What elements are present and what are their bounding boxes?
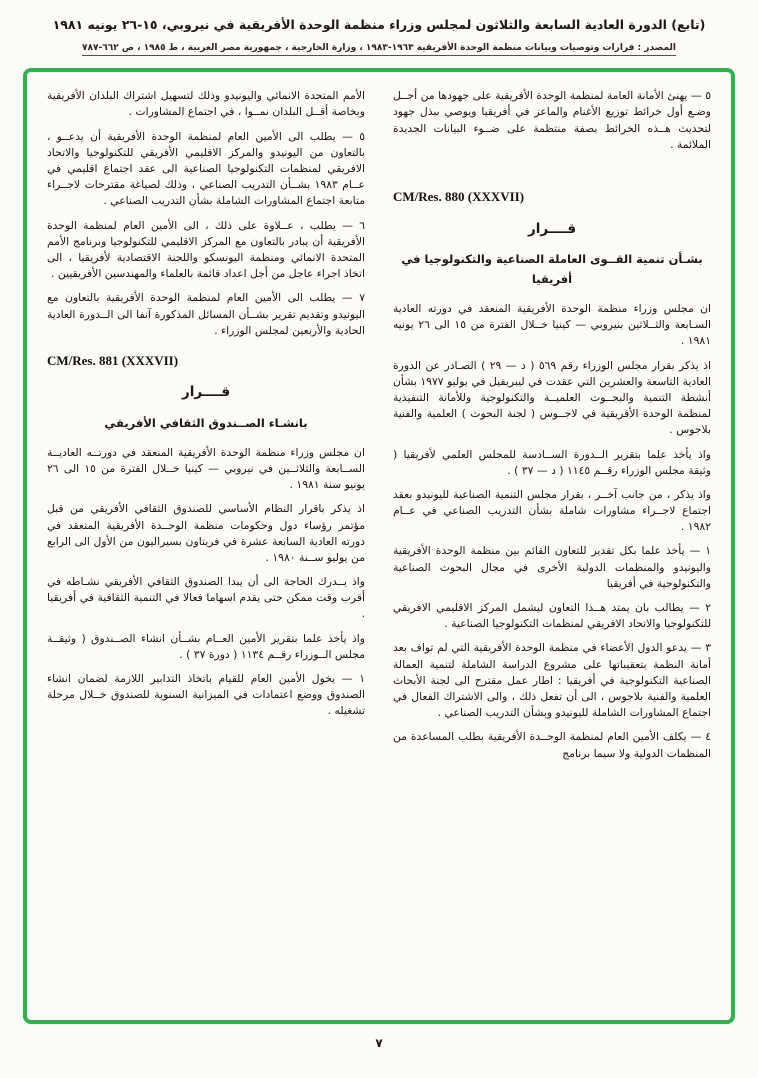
paragraph: واذ يأخذ علما بتقرير الــدورة الســادسة للمجلس العلمي لأفريقيا ( وثيقة مجلس الوزراء رقــم ١١٤٥ ( د — ٣٧ ) . [393, 447, 711, 477]
paragraph: واذ يــدرك الحاجة الى أن يبدا الصندوق الثقافي الأفريقي نشـاطه في أقرب وقت ممكن حتى يقدم اسهاما فعالا في التنمية الثقافية في أفريقيا . [47, 575, 365, 621]
resolution-number: CM/Res. 880 (XXXVII) [393, 189, 525, 204]
page-number: ٧ [375, 1036, 383, 1051]
resolution-subject: بانشـاء الصــندوق الثقافي الأفريقي [104, 415, 308, 430]
paragraph: ان مجلس وزراء منظمة الوحدة الأفريقية المنعقد في دورتــه العاديــة الســابعة والثلاثــين في نيروبي — كينيا خــلال الفترة من ١٥ الى ٢٦ يونيو سنة ١٩٨١ . [47, 445, 365, 492]
column-right [393, 88, 711, 1010]
paragraph: اذ يذكر باقرار النظام الأساسي للصندوق الثقافي الأفريقي من قبل مؤتمر رؤساء دول وحكومات منظمة الوحــدة الأفريقية المنعقد في دورته العادية السابعة عشرة في فريتاون بسيراليون من الأول الى الرابع من يوليو ســنة ١٩٨٠ . [47, 502, 365, 564]
paragraph: ٦ — يطلب ، عــلاوة على ذلك ، الى الأمين العام لمنظمة الوحدة الأفريقية أن يبادر بالتعاون مع المركز الاقليمي للتكنولوجيا وبرنامج الأمم المتحدة الانمائي ومنظمة اليونسكو واللجنة الاقتصادية لأفريقيا ، الى اتخاذ اجراء عاجل من أجل اعداد قائمة بالعلماء والمهندسين الأفريقيين . [47, 218, 365, 281]
paragraph: الأمم المتحدة الانمائي واليونيدو وذلك لتسهيل اشتراك البلدان الأفريقية وبخاصة أقــل البلدان نمــوا ، في اجتماع المشاورات . [47, 89, 365, 119]
page-footer [14, 1032, 744, 1051]
paragraph: ٢ — يطالب بان يمتد هــذا التعاون ليشمل المركز الاقليمي الافريقي للتكنولوجيا والاتحاد الافريقي لمنظمات التكنولوجيا الصناعية . [393, 601, 711, 631]
resolution-number: CM/Res. 881 (XXXVII) [47, 352, 179, 368]
column-left [47, 88, 365, 1010]
paragraph: ٥ — يطلب الى الأمين العام لمنظمة الوحدة الأفريقية أن يدعــو ، بالتعاون من اليونيدو والمركز الاقليمي الأفريقي للتكنولوجيا والاتحاد الافريقي لمنظمات التكنولوجيا الصناعية الى عقد اجتماع اقليمي في عــام ١٩٨٣ بشــأن التدريب الصناعي ، وذلك لصياغة مقترحات لاجــراء متابعة اجتماع المشاورات الشاملة بشأن التدريب الصناعي . [47, 129, 365, 208]
paragraph: ٧ — يطلب الى الأمين العام لمنظمة الوحدة الأفريقية بالتعاون مع اليونيدو وتقديم تقرير بشــأن المسائل المذكورة آنفا الى الــدورة العادية الحادية والأربعين لمجلس الوزراء . [47, 291, 365, 337]
paragraph: ١ — يخول الأمين العام للقيام باتخاذ التدابير اللازمة لضمان انشاء الصندوق ووضع اعتمادات في الميزانية السنوية للصندوق خــلال مرحلة تشغيله . [47, 672, 365, 718]
highlight-frame [23, 68, 735, 1024]
resolution-subject: بشـأن تنمية القــوى العاملة الصناعية والتكنولوجيا في أفريقيا [401, 251, 703, 286]
paragraph: اذ يذكر بقرار مجلس الوزراء رقم ٥٦٩ ( د — ٢٩ ) الصـادر عن الدورة العادية التاسعة والعشرين التي عقدت في ليبريفيل في يوليو ١٩٧٧ بشأن أنشطة التنمية والبحــوث العلميــة والتكنولوجية وللأمانة التنفيذية لمنظمة الوحدة الأفريقية في لاجــوس ( لجنة البحوث ) العلمية والفنية بلاجوس . [393, 358, 711, 437]
paragraph: واذ يذكر ، من جانب آخــر ، بقرار مجلس التنمية الصناعية لليونيدو بعقد اجتماع لاجــراء مشاورات شاملة بشأن التدريب الصناعي في عــام ١٩٨٢ . [393, 487, 711, 534]
paragraph: ١ — يأخذ علما بكل تقدير للتعاون القائم بين منظمة الوحدة الأفريقية واليونيدو والمنظمات الدولية الأخرى في مجال البحوث الصناعية والتكنولوجية في أفريقيا [393, 544, 711, 590]
resolution-title: قــــرار [527, 220, 577, 237]
document-source-citation: المصدر : قرارات وتوصيات وبيانات منظمة الوحدة الأفريقية ١٩٦٣-١٩٨٣ ، وزارة الخارجية ، جمهورية مصر العربية ، ط ١٩٨٥ ، ص ٦٦٢-٧٨٧ [82, 43, 676, 56]
paragraph: ٣ — يدعو الدول الأعضاء في منظمة الوحدة الأفريقية التي لم تواف بعد أمانة النظمة بتعقيباتها على مشروع الدراسة الشاملة لتنمية العمالة الصناعية التكنولوجية في أفريقيا : اطار عمل مقترح الى لجنة الأبحاث العلمية والفنية بلاجوس ، الى أن تفعل ذلك ، والى الاشتراك الفعال في اجتماع المشاورات الشاملة لليونيدو وبشأن التدريب الصناعي . [393, 641, 711, 720]
text-columns [47, 88, 711, 1010]
paragraph: واذ يأخذ علما بتقرير الأمين العــام بشــأن انشاء الصــندوق ( وثيقــة مجلس الــوزراء رقــم ١١٣٤ ( دورة ٣٧ ) . [47, 631, 365, 661]
document-title: (تابع) الدورة العادية السابعة والثلاثون لمجلس وزراء منظمة الوحدة الأفريقية في نيروبي، ١٥-٢٦ يونيه ١٩٨١ [52, 17, 706, 32]
paragraph: ان مجلس وزراء منظمة الوحدة الأفريقية المنعقد في دورته العادية السـابعة والثــلاثين بنيروبي — كينيا خــلال الفترة من ١٥ الى ٢٦ يونيه ١٩٨١ . [393, 302, 711, 348]
paragraph: ٤ — يكلف الأمين العام لمنظمة الوحــدة الأفريقية بطلب المساعدة من المنظمات الدولية ولا سيما برنامج [393, 730, 711, 760]
paragraph: ٥ — يهنئ الأمانة العامة لمنظمة الوحدة الأفريقية على جهودها من أجــل وضـع أول خرائط توزيع الأغنام والماعز في أفريقيا ويوصي ببذل جهود لتحديث هــذه الخرائط بصفة منتظمة على ضــوء البيانات الجديدة الملائمة . [393, 89, 711, 151]
document-header [14, 14, 744, 56]
resolution-title: قــــرار [181, 384, 231, 401]
